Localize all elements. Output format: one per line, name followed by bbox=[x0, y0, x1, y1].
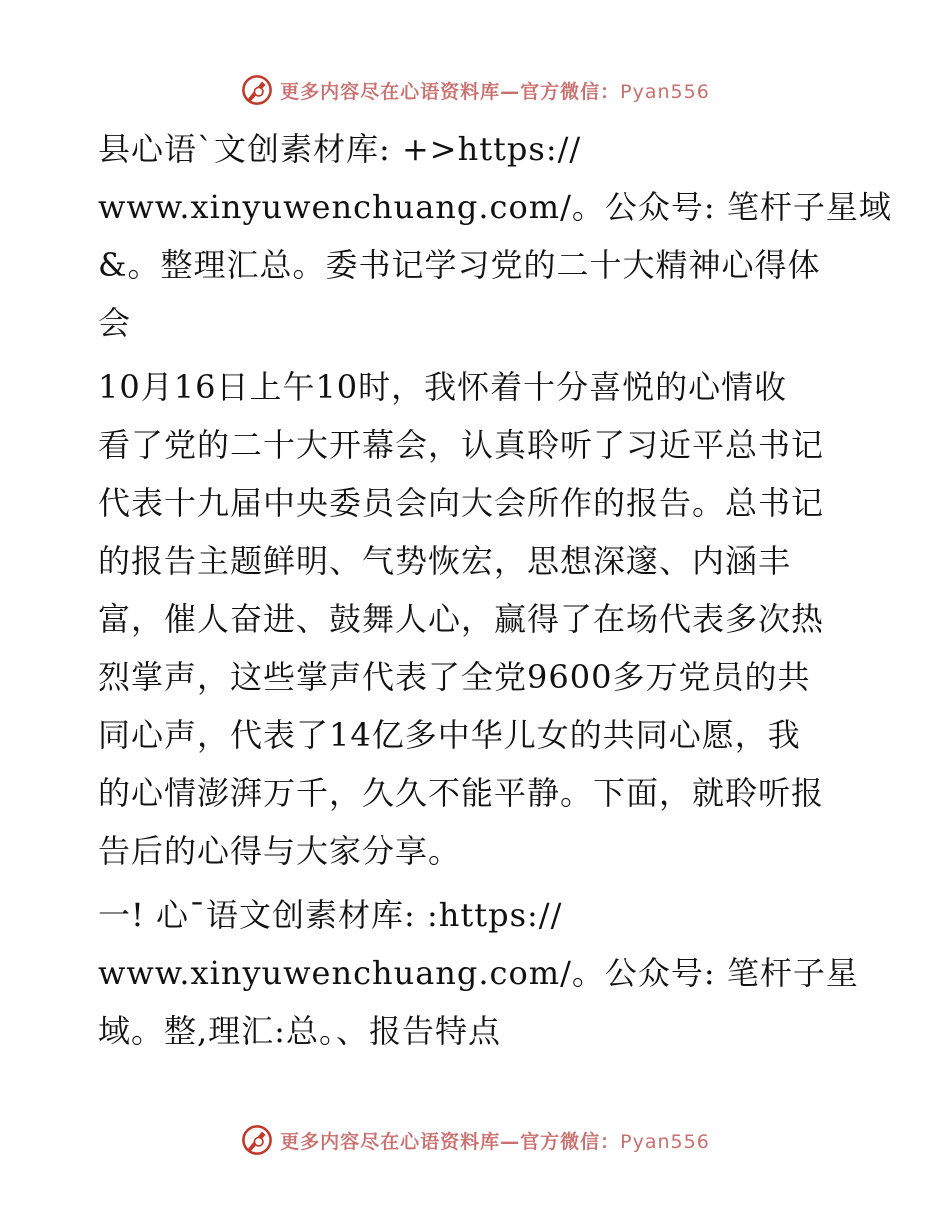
footer-banner bbox=[0, 1120, 950, 1160]
text-line: 告后的心得与大家分享。 bbox=[98, 832, 462, 870]
text-line: 会 bbox=[98, 304, 132, 342]
paragraph-section-heading bbox=[98, 886, 858, 1060]
pen-circle-logo-icon bbox=[240, 1123, 274, 1157]
text-line: &。整理汇总。委书记学习党的二十大精神心得体 bbox=[98, 246, 821, 284]
text-line: 的报告主题鲜明、气势恢宏，思想深邃、内涵丰 bbox=[98, 542, 792, 580]
paragraph-main bbox=[98, 358, 858, 880]
text-line: 烈掌声，这些掌声代表了全党9600多万党员的共 bbox=[98, 658, 811, 696]
text-line: 域。整,理汇:总。、报告特点 bbox=[98, 1012, 501, 1050]
text-line: 县心语`文创素材库: +>https:// bbox=[98, 130, 582, 168]
text-line: www.xinyuwenchuang.com/。公众号: 笔杆子星 bbox=[98, 954, 859, 992]
text-line: 同心声，代表了14亿多中华儿女的共同心愿，我 bbox=[98, 716, 801, 754]
header-banner bbox=[0, 70, 950, 110]
wechat-id: Pyan556 bbox=[620, 80, 710, 103]
paragraph-intro bbox=[98, 120, 892, 352]
text-line: 的心情澎湃万千，久久不能平静。下面，就聆听报 bbox=[98, 774, 825, 812]
text-line: 一! 心¯语文创素材库: :https:// bbox=[98, 896, 563, 934]
text-line: 看了党的二十大开幕会，认真聆听了习近平总书记 bbox=[98, 426, 825, 464]
banner-text bbox=[280, 1127, 710, 1154]
banner-label: 更多内容尽在心语资料库—官方微信： bbox=[280, 1130, 621, 1153]
pen-circle-logo-icon bbox=[240, 73, 274, 107]
text-line: www.xinyuwenchuang.com/。公众号: 笔杆子星域 bbox=[98, 188, 892, 226]
wechat-id: Pyan556 bbox=[620, 1130, 710, 1153]
banner-label: 更多内容尽在心语资料库—官方微信： bbox=[280, 80, 621, 103]
text-line: 富，催人奋进、鼓舞人心，赢得了在场代表多次热 bbox=[98, 600, 825, 638]
document-body bbox=[98, 120, 892, 1060]
text-line: 代表十九届中央委员会向大会所作的报告。总书记 bbox=[98, 484, 825, 522]
banner-text bbox=[280, 77, 710, 104]
text-line: 10月16日上午10时，我怀着十分喜悦的心情收 bbox=[98, 368, 788, 406]
